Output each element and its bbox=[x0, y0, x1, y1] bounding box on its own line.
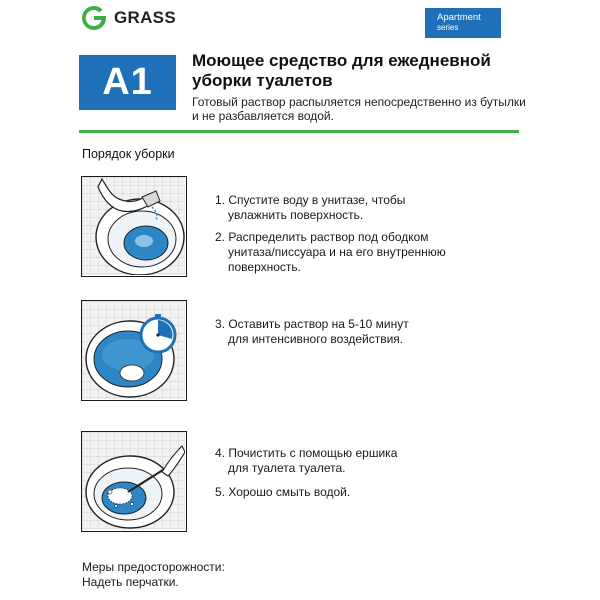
flush-toilet-illustration-icon bbox=[82, 177, 185, 275]
step-item bbox=[215, 446, 397, 476]
step-1-line1: 1. Спустите воду в унитазе, чтобы bbox=[215, 193, 406, 207]
product-title bbox=[192, 51, 491, 91]
step-group-1 bbox=[215, 193, 446, 275]
product-title-line2: уборки туалетов bbox=[192, 71, 333, 90]
step-3-line1: 3. Оставить раствор на 5-10 минут bbox=[215, 317, 409, 331]
brand-logo bbox=[80, 4, 176, 32]
precautions bbox=[82, 560, 225, 590]
step-4-line2: для туалета туалета. bbox=[228, 461, 346, 475]
step-item bbox=[215, 485, 397, 500]
series-badge bbox=[425, 8, 501, 38]
step-5-line1: 5. Хорошо смыть водой. bbox=[215, 485, 351, 499]
step-4-line1: 4. Почистить с помощью ершика bbox=[215, 446, 398, 460]
grass-g-logo-icon bbox=[80, 4, 108, 32]
product-subtitle-line1: Готовый раствор распыляется непосредственно из бутылки bbox=[192, 95, 526, 109]
step-group-3 bbox=[215, 446, 397, 500]
product-subtitle bbox=[192, 95, 526, 123]
precautions-heading: Меры предосторожности: bbox=[82, 560, 225, 574]
divider-rule bbox=[79, 130, 519, 133]
step-group-2 bbox=[215, 317, 409, 347]
step-3-illustration bbox=[81, 431, 187, 532]
brand-name: GRASS bbox=[114, 8, 176, 27]
step-2-line3: поверхность. bbox=[228, 260, 302, 274]
step-3-line2: для интенсивного воздействия. bbox=[228, 332, 404, 346]
step-1-illustration bbox=[81, 176, 187, 277]
precautions-text: Надеть перчатки. bbox=[82, 575, 179, 589]
section-title: Порядок уборки bbox=[82, 147, 175, 161]
series-badge-line1: Apartment bbox=[437, 12, 481, 23]
brush-toilet-illustration-icon bbox=[82, 432, 185, 530]
step-1-line2: увлажнить поверхность. bbox=[228, 208, 364, 222]
timer-toilet-illustration-icon bbox=[82, 301, 185, 399]
step-2-illustration bbox=[81, 300, 187, 401]
step-2-line2: унитаза/писсуара и на его внутреннюю bbox=[228, 245, 446, 259]
step-2-line1: 2. Распределить раствор под ободком bbox=[215, 230, 429, 244]
step-item bbox=[215, 230, 446, 275]
step-item bbox=[215, 317, 409, 347]
product-code: A1 bbox=[79, 55, 176, 110]
step-item bbox=[215, 193, 446, 223]
product-subtitle-line2: и не разбавляется водой. bbox=[192, 109, 334, 123]
product-title-line1: Моющее средство для ежедневной bbox=[192, 51, 491, 70]
series-badge-line2: series bbox=[437, 23, 459, 32]
